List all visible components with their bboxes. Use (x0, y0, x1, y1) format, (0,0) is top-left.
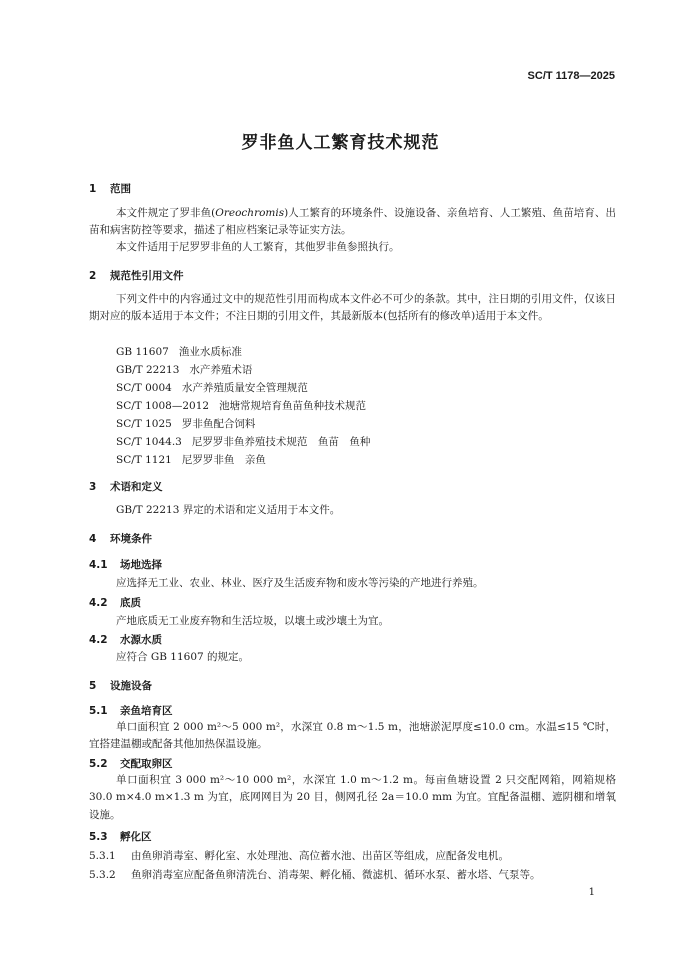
item-5-3-2: 5.3.2 鱼卵消毒室应配备鱼卵清洗台、消毒架、孵化桶、微滤机、循环水泵、蓄水塔、气泵等。 (89, 869, 541, 881)
page-title: 罗非鱼人工繁育技术规范 (241, 133, 440, 153)
reference-item: SC/T 0004 水产养殖质量安全管理规范 (116, 382, 308, 394)
subsection-5-1-heading: 5.1 亲鱼培育区 (89, 705, 173, 717)
reference-item: SC/T 1044.3 尼罗罗非鱼养殖技术规范 鱼苗 鱼种 (116, 436, 371, 448)
subsection-5-2-heading: 5.2 交配取卵区 (89, 758, 173, 770)
water-quality-paragraph: 应符合 GB 11607 的规定。 (116, 651, 250, 663)
reference-item: SC/T 1121 尼罗罗非鱼 亲鱼 (116, 454, 266, 466)
reference-item: GB 11607 渔业水质标准 (116, 346, 242, 358)
page-number: 1 (588, 887, 595, 898)
subsection-4-2-heading: 4.2 底质 (89, 597, 141, 609)
section-title: 设施设备 (110, 680, 152, 692)
item-5-3-1: 5.3.1 由鱼卵消毒室、孵化室、水处理池、高位蓄水池、出苗区等组成，应配备发电机。 (89, 850, 509, 862)
reference-item: GB/T 22213 水产养殖术语 (116, 364, 253, 376)
substrate-paragraph: 产地底质无工业废弃物和生活垃圾，以壤土或沙壤土为宜。 (116, 615, 389, 627)
section-5-heading (89, 678, 152, 693)
section-1-heading (89, 181, 131, 196)
subsection-5-3-heading: 5.3 孵化区 (89, 831, 152, 843)
section-number: 5 (89, 680, 97, 692)
scope-paragraph-1: 本文件规定了罗非鱼(Oreochromis)人工繁育的环境条件、设施设备、亲鱼培育、人工繁殖、鱼苗培育、出苗和病害防控等要求，描述了相应档案记录等证实方法。 (89, 207, 616, 237)
section-number: 4 (89, 533, 97, 545)
reference-item: SC/T 1008—2012 池塘常规培育鱼苗鱼种技术规范 (116, 400, 367, 412)
section-title: 环境条件 (110, 533, 152, 545)
section-title: 术语和定义 (110, 481, 163, 493)
standard-number: SC/T 1178—2025 (527, 70, 615, 82)
broodstock-area-paragraph: 单口面积宜 2 000 m²～5 000 m²，水深宜 0.8 m～1.5 m，池塘淤泥厚度≤10.0 cm。水温≤15 ℃时，宜搭建温棚或配备其他加热保温设施。 (89, 721, 616, 751)
section-3-heading (89, 479, 163, 494)
scope-paragraph-2: 本文件适用于尼罗罗非鱼的人工繁育，其他罗非鱼参照执行。 (116, 241, 400, 253)
section-title: 规范性引用文件 (110, 270, 184, 282)
site-selection-paragraph: 应选择无工业、农业、林业、医疗及生活废弃物和废水等污染的产地进行养殖。 (116, 577, 484, 589)
section-number: 1 (89, 183, 97, 195)
reference-item: SC/T 1025 罗非鱼配合饲料 (116, 418, 256, 430)
section-title: 范围 (110, 183, 131, 195)
subsection-4-1-heading: 4.1 场地选择 (89, 559, 162, 571)
section-number: 2 (89, 270, 97, 282)
terms-paragraph: GB/T 22213 界定的术语和定义适用于本文件。 (116, 504, 341, 516)
section-2-heading (89, 268, 184, 283)
scientific-name: Oreochromis (215, 207, 285, 219)
references-intro: 下列文件中的内容通过文中的规范性引用而构成本文件必不可少的条款。其中，注日期的引用文件，仅该日期对应的版本适用于本文件；不注日期的引用文件，其最新版本(包括所有的修改单)适用于本文件。 (89, 293, 616, 323)
subsection-4-3-heading: 4.2 水源水质 (89, 634, 162, 646)
mating-area-paragraph: 单口面积宜 3 000 m²～10 000 m²，水深宜 1.0 m～1.2 m。每亩鱼塘设置 2 只交配网箱，网箱规格 30.0 m×4.0 m×1.3 m 为宜，底网网目为 20 目，侧网孔径 2a＝10.0 mm 为宜。宜配备温棚、遮阴棚和增氧设施。 (89, 774, 616, 821)
section-number: 3 (89, 481, 97, 493)
section-4-heading (89, 531, 152, 546)
